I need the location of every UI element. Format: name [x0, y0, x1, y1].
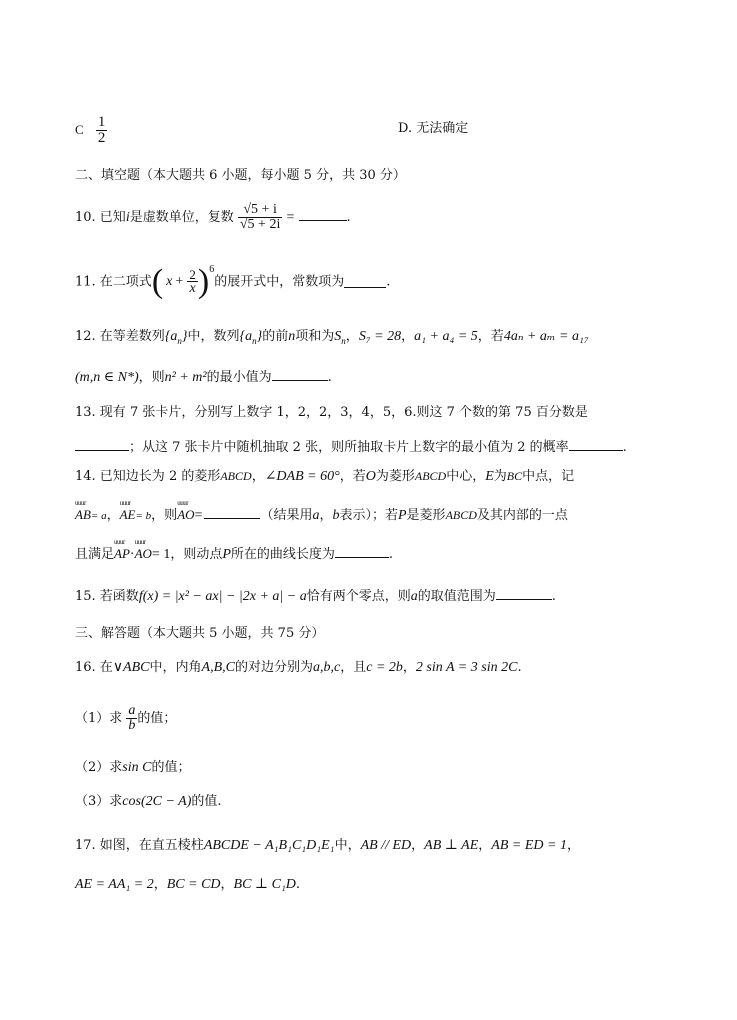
q14-E: E — [485, 469, 494, 484]
q10-answer-blank[interactable] — [299, 210, 347, 221]
q11-x: x — [166, 274, 173, 289]
q12-seq-1-close: } — [181, 329, 188, 344]
q10-text: 10. 已知 — [75, 210, 126, 225]
question-16 — [75, 661, 522, 675]
q17-comma-2: ， — [478, 838, 492, 853]
question-14-line-3 — [75, 547, 393, 562]
q16-end: . — [517, 660, 522, 675]
q17-comma-4: ， — [153, 877, 167, 892]
q10-end: . — [346, 210, 351, 225]
q14-text-j: ， — [319, 508, 333, 523]
q12-Sn — [334, 329, 346, 344]
q12-comma-1: ， — [345, 329, 359, 344]
q14-vec-AP: uuur AP — [114, 547, 130, 560]
q14-text-k: 表示）；若 — [339, 508, 398, 523]
q12-expression: n² + m² — [164, 370, 207, 385]
q10-i: i — [125, 210, 130, 225]
q14-text-o: ，则动点 — [170, 547, 223, 562]
q12-seq-2-open: {a — [239, 329, 253, 344]
q14-answer-blank-2[interactable] — [335, 547, 389, 558]
q12-text-c: 的前 — [262, 329, 289, 344]
q14-text-f: 为 — [493, 469, 507, 484]
q14-eq-1: = 1 — [151, 547, 171, 562]
q14-AB-eq: = a — [90, 510, 107, 522]
q17-bc-perp: BC ⊥ C₁D — [233, 877, 296, 892]
q17-comma-1: ， — [411, 838, 425, 853]
question-15 — [75, 589, 556, 604]
q14-dot: · — [129, 547, 135, 562]
q10-denominator: √5 + 2i — [239, 217, 281, 232]
q12-text-a: 12. 在等差数列 — [75, 329, 165, 344]
q16-text-a: 16. 在 — [75, 660, 113, 675]
q16-1-text: （1）求 — [75, 711, 123, 726]
q16-c-eq-2b: c = 2b — [366, 660, 403, 675]
q16-3-text: （3）求 — [75, 794, 123, 809]
q11-text-post: 的展开式中，常数项为 — [214, 274, 345, 290]
q14-O: O — [365, 469, 376, 484]
q14-abcd-3: ABCD — [445, 508, 477, 522]
q12-n: n — [288, 329, 296, 344]
q14-text-d: 为菱形 — [375, 469, 415, 484]
q14-end: . — [388, 547, 394, 562]
q14-sep-1: ， — [106, 508, 120, 523]
q14-vec-AB: uuur AB — [75, 508, 91, 521]
question-16-part-2 — [75, 761, 190, 775]
q14-text-c: ，若 — [339, 469, 366, 484]
question-14-line-1 — [75, 470, 574, 484]
q11-answer-blank[interactable] — [344, 277, 386, 288]
q14-AO-eq: = — [194, 508, 203, 523]
q17-comma-5: ， — [220, 877, 234, 892]
q15-text-a: 15. 若函数 — [75, 589, 139, 604]
q14-b: b — [332, 508, 340, 523]
q16-2-expr: sin C — [122, 760, 152, 775]
q16-1-den: b — [128, 718, 136, 733]
q11-frac-num: 2 — [189, 267, 196, 282]
q14-abcd-2: ABCD — [414, 469, 447, 483]
q17-text-b: 中， — [334, 838, 361, 853]
q13-end: . — [622, 440, 627, 455]
q17-bc-cd: BC = CD — [166, 877, 221, 892]
q12-text-e: ，若 — [477, 329, 504, 344]
q16-comma: ， — [402, 660, 416, 675]
q11-plus: + — [175, 274, 184, 289]
option-c-numerator: 1 — [97, 114, 106, 130]
q16-sine-cond: 2 sin A = 3 sin 2C — [415, 660, 518, 675]
option-c-label: C — [75, 122, 84, 137]
question-14-line-2 — [75, 508, 568, 523]
q16-triangle: ∨ABC — [112, 660, 150, 675]
question-13-line-2 — [75, 440, 627, 454]
q15-text-c: 的取值范围为 — [417, 589, 496, 604]
q11-exponent: 6 — [209, 264, 215, 275]
q17-end: . — [295, 877, 301, 892]
q12-text-f: ，则 — [138, 370, 165, 385]
q14-P: P — [397, 508, 407, 523]
question-12-line-1 — [75, 330, 589, 346]
q12-condition: 4aₙ + aₘ = a₁₇ — [503, 329, 589, 344]
q12-seq-2 — [240, 329, 263, 344]
q14-P-2: P — [222, 547, 231, 562]
q14-vec-AE: uuur AE — [120, 508, 136, 521]
q17-text-a: 17. 如图，在直五棱柱 — [75, 838, 204, 853]
question-17-line-2 — [75, 878, 300, 892]
q14-text-n: 且满足 — [75, 547, 115, 562]
q14-text-m: 及其内部的一点 — [476, 508, 568, 523]
q16-3-expr: cos(2C − A) — [122, 794, 192, 809]
question-16-part-3 — [75, 795, 222, 809]
q16-text-b: 中，内角 — [149, 660, 202, 675]
q17-lengths: AB = ED = 1 — [491, 838, 567, 853]
q13-text: ；从这 7 张卡片中随机抽取 2 张，则所抽取卡片上数字的最小值为 2 的概率 — [129, 440, 569, 455]
q11-text: 11. 在二项式 — [75, 274, 152, 290]
q12-text-b: 中，数列 — [187, 329, 240, 344]
q16-2-text: （2）求 — [75, 760, 123, 775]
option-d: D. 无法确定 — [398, 121, 469, 136]
q11-fraction — [187, 268, 198, 296]
option-c — [75, 115, 107, 146]
q10-numerator: √5 + i — [243, 202, 277, 217]
q17-perp: AB ⊥ AE — [424, 838, 479, 853]
q14-text-b: ， — [251, 469, 265, 484]
question-12-line-2 — [75, 370, 332, 385]
question-11 — [75, 265, 390, 299]
q14-text-i: （结果用 — [260, 508, 313, 523]
q12-seq-1-sub: n — [177, 335, 182, 346]
q16-1-fraction — [126, 704, 137, 733]
option-c-fraction — [96, 115, 108, 146]
q11-end: . — [386, 274, 391, 290]
q15-answer-blank[interactable] — [496, 589, 552, 600]
q14-angle: ∠DAB = 60° — [264, 469, 340, 484]
question-16-part-1 — [75, 704, 176, 733]
q12-answer-blank[interactable] — [272, 370, 328, 381]
q14-AE-eq: = b — [135, 510, 152, 522]
q16-1-post: 的值； — [137, 711, 177, 726]
q15-a: a — [410, 589, 418, 604]
q11-right-paren: ) — [197, 263, 210, 300]
q10-fraction — [238, 203, 282, 232]
q12-Sn-base: S — [334, 329, 342, 344]
q14-answer-blank-1[interactable] — [204, 508, 260, 519]
q12-text-d: 项和为 — [295, 329, 335, 344]
q14-vec-AO: uuur AO — [177, 508, 194, 521]
q12-text-g: 的最小值为 — [206, 370, 272, 385]
q12-s7: S₇ = 28 — [358, 329, 402, 344]
q15-text-b: 恰有两个零点，则 — [306, 589, 411, 604]
question-13-line-1: 13. 现有 7 张卡片，分别写上数字 1，2，2，3，4，5，6.则这 7 个数的第 75 百分数是 — [75, 405, 588, 420]
q11-left-paren: ( — [151, 263, 164, 300]
q16-2-post: 的值； — [151, 760, 191, 775]
q12-Sn-sub: n — [341, 335, 346, 346]
q17-ae-aa1: AE = AA₁ = 2 — [75, 877, 154, 892]
q16-3-post: 的值. — [191, 794, 222, 809]
question-17-line-1 — [75, 839, 580, 853]
q12-seq-2-sub: n — [252, 335, 257, 346]
option-c-denominator: 2 — [97, 130, 106, 146]
q12-a1-a4: a₁ + a₄ = 5 — [414, 329, 478, 344]
q14-a: a — [312, 508, 320, 523]
q13-answer-blank-1[interactable] — [75, 440, 129, 451]
q12-comma-2: ， — [401, 329, 415, 344]
q14-text-h: ，则 — [151, 508, 178, 523]
q17-parallel: AB // ED — [360, 838, 412, 853]
q14-text-e: 中心， — [446, 469, 486, 484]
q14-text-l: 是菱形 — [406, 508, 446, 523]
question-10 — [75, 203, 351, 232]
q14-vec-AO-2: uuur AO — [135, 547, 152, 560]
q17-prism: ABCDE − A₁B₁C₁D₁E₁ — [203, 838, 335, 853]
q14-text-p: 所在的曲线长度为 — [230, 547, 335, 562]
q14-BC: BC — [506, 469, 523, 483]
q14-text-g: 中点，记 — [522, 469, 575, 484]
q12-seq-2-close: } — [256, 329, 263, 344]
q16-sides: a,b,c — [313, 660, 341, 675]
q17-comma-3: ， — [566, 838, 580, 853]
q16-text-d: ，且 — [340, 660, 367, 675]
q16-text-c: 的对边分别为 — [234, 660, 313, 675]
q13-answer-blank-2[interactable] — [569, 440, 623, 451]
q10-text-mid: 是虚数单位，复数 — [129, 210, 234, 225]
section-3-heading: 三、解答题（本大题共 5 小题，共 75 分） — [75, 626, 325, 641]
q14-abcd: ABCD — [220, 469, 252, 483]
q14-text-a: 14. 已知边长为 2 的菱形 — [75, 469, 221, 484]
q16-angles: A,B,C — [201, 660, 235, 675]
q12-end: . — [327, 370, 332, 385]
q10-equals: = — [286, 210, 295, 225]
q12-seq-1 — [165, 329, 188, 344]
q12-seq-1-open: {a — [164, 329, 178, 344]
q11-frac-den: x — [187, 281, 198, 296]
section-2-heading: 二、填空题（本大题共 6 小题，每小题 5 分，共 30 分） — [75, 168, 406, 183]
q12-domain: (m,n ∈ N*) — [75, 370, 139, 385]
q15-end: . — [551, 589, 556, 604]
q16-1-num: a — [128, 703, 136, 718]
q15-function: f(x) = |x² − ax| − |2x + a| − a — [138, 589, 307, 604]
